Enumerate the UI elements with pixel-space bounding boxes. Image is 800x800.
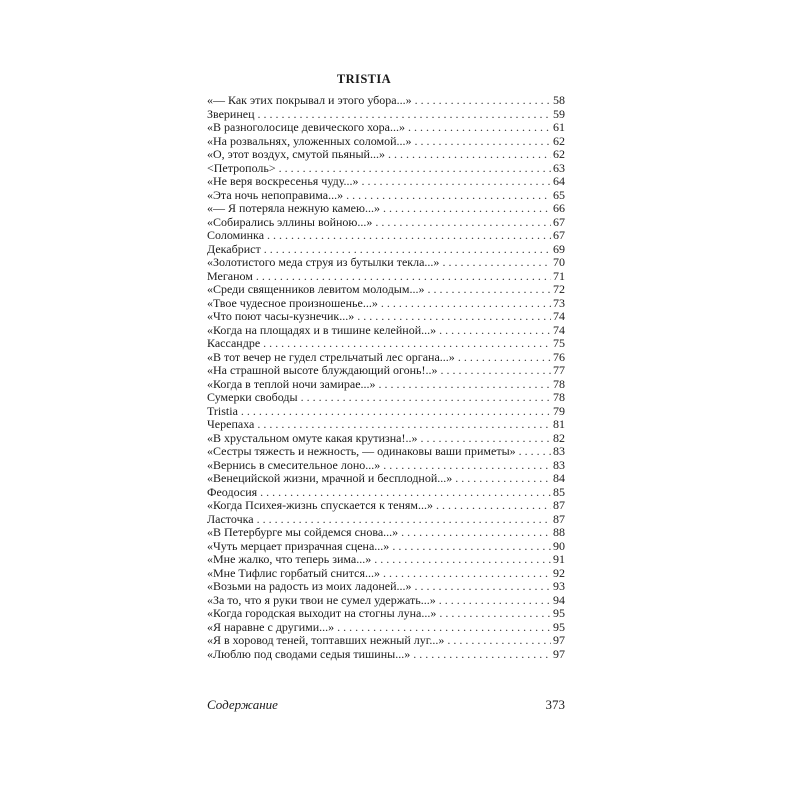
toc-entry xyxy=(207,108,565,122)
toc-entry-title: «Твое чудесное произношенье...» xyxy=(207,296,378,310)
dot-leader xyxy=(436,499,551,513)
toc-entry-page: 94 xyxy=(553,593,565,607)
dot-leader xyxy=(439,607,551,621)
toc-entry-title: «Среди священников левитом молодым...» xyxy=(207,283,425,296)
dot-leader xyxy=(362,175,552,189)
dot-leader xyxy=(441,364,551,378)
toc-entry-title: «Собирались эллины войною...» xyxy=(207,215,373,229)
dot-leader xyxy=(264,243,551,257)
toc-entry xyxy=(207,499,565,513)
dot-leader xyxy=(439,324,551,338)
dot-leader xyxy=(375,216,551,230)
dot-leader xyxy=(267,229,551,243)
toc-entry xyxy=(207,378,565,392)
toc-entry xyxy=(207,567,565,581)
toc-entry-title: «Что поют часы-кузнечик...» xyxy=(207,310,355,323)
dot-leader xyxy=(381,297,551,311)
toc-entry-page: 78 xyxy=(553,391,565,404)
toc-entry-page: 82 xyxy=(553,431,565,445)
toc-entry-title: Кассандре xyxy=(207,337,261,350)
dot-leader xyxy=(415,94,551,108)
toc-entry-title: «Когда на площадях и в тишине келейной...» xyxy=(207,323,437,337)
toc-entry-title: «Не веря воскресенья чуду...» xyxy=(207,175,359,188)
toc-entry-title: Сумерки свободы xyxy=(207,391,298,404)
toc-entry-page: 71 xyxy=(553,269,565,283)
dot-leader xyxy=(256,270,551,284)
toc-entry-title: «— Я потеряла нежную камею...» xyxy=(207,202,380,215)
toc-entry-page: 93 xyxy=(553,580,565,593)
toc-entry-page: 83 xyxy=(553,445,565,458)
toc-entry-title: Меганом xyxy=(207,269,253,283)
toc-entry-title: «Золотистого меда струя из бутылки текла...» xyxy=(207,256,440,269)
dot-leader xyxy=(257,513,551,527)
toc-entry-title: «Я в хоровод теней, топтавших нежный луг...» xyxy=(207,634,445,647)
toc-entry-title: «Эта ночь непоправима...» xyxy=(207,188,344,202)
toc-entry-title: «Вернись в смесительное лоно...» xyxy=(207,458,381,472)
dot-leader xyxy=(392,540,551,554)
toc-entry-title: «Когда в теплой ночи замирае...» xyxy=(207,377,376,391)
toc-entry-page: 70 xyxy=(553,256,565,269)
dot-leader xyxy=(401,526,551,540)
toc-entry-page: 85 xyxy=(553,485,565,499)
toc-entry-title: «Сестры тяжесть и нежность, — одинаковы ваши приметы» xyxy=(207,445,516,458)
toc-entry-page: 88 xyxy=(553,526,565,539)
toc-entry-title: Ласточка xyxy=(207,512,254,526)
dot-leader xyxy=(383,459,551,473)
toc-entry-page: 66 xyxy=(553,202,565,215)
toc-entry-page: 64 xyxy=(553,175,565,188)
toc-entry-page: 78 xyxy=(553,377,565,391)
toc-entry-page: 65 xyxy=(553,188,565,202)
toc-entry-page: 91 xyxy=(553,553,565,566)
toc-entry xyxy=(207,216,565,230)
toc-entry xyxy=(207,486,565,500)
toc-entry-title: Феодосия xyxy=(207,485,258,499)
dot-leader xyxy=(420,432,551,446)
toc-entry-title: «На розвальнях, уложенных соломой...» xyxy=(207,134,412,148)
toc-entry-page: 62 xyxy=(553,134,565,148)
toc-entry xyxy=(207,594,565,608)
toc-entry-page: 76 xyxy=(553,350,565,364)
toc-entry xyxy=(207,162,565,176)
dot-leader xyxy=(442,256,551,270)
dot-leader xyxy=(455,472,551,486)
toc-entry-page: 62 xyxy=(553,148,565,161)
toc-entry-title: Черепаха xyxy=(207,418,255,431)
dot-leader xyxy=(427,283,551,297)
toc-entry-title: «В разноголосице девического хора...» xyxy=(207,121,405,134)
dot-leader xyxy=(337,621,551,635)
toc-entry-title: «Когда Психея-жизнь спускается к теням...» xyxy=(207,499,434,512)
toc-entry xyxy=(207,607,565,621)
toc-entry-page: 67 xyxy=(553,215,565,229)
toc-entry xyxy=(207,580,565,594)
dot-leader xyxy=(374,553,551,567)
dot-leader xyxy=(279,162,551,176)
toc-entry-page: 92 xyxy=(553,566,565,580)
dot-leader xyxy=(439,594,551,608)
toc-entry xyxy=(207,283,565,297)
toc-entry-page: 79 xyxy=(553,404,565,418)
toc-entry-page: 97 xyxy=(553,634,565,647)
toc-entry xyxy=(207,459,565,473)
dot-leader xyxy=(258,108,551,122)
toc-entry-title: «В Петербурге мы сойдемся снова...» xyxy=(207,526,399,539)
toc-entry xyxy=(207,364,565,378)
toc-entry-page: 63 xyxy=(553,161,565,175)
toc-entry-title: Соломинка xyxy=(207,229,265,242)
toc-entry xyxy=(207,391,565,405)
toc-entry-page: 74 xyxy=(553,310,565,323)
toc-entry-title: «На страшной высоте блуждающий огонь!..» xyxy=(207,364,438,377)
toc-entry-page: 83 xyxy=(553,458,565,472)
toc-entry-page: 61 xyxy=(553,121,565,134)
toc-entry-title: Декабрист xyxy=(207,242,261,256)
dot-leader xyxy=(458,351,551,365)
dot-leader xyxy=(408,121,551,135)
dot-leader xyxy=(388,148,551,162)
toc-entry-title: «В хрустальном омуте какая крутизна!..» xyxy=(207,431,418,445)
toc-entry-page: 84 xyxy=(553,472,565,485)
dot-leader xyxy=(263,337,551,351)
section-title: TRISTIA xyxy=(336,72,392,86)
toc-entry xyxy=(207,270,565,284)
toc-entry-page: 72 xyxy=(553,283,565,296)
table-of-contents xyxy=(207,94,565,661)
dot-leader xyxy=(241,405,551,419)
toc-entry xyxy=(207,405,565,419)
toc-entry xyxy=(207,418,565,432)
toc-entry-title: «Я наравне с другими...» xyxy=(207,620,335,634)
toc-entry xyxy=(207,540,565,554)
toc-entry-page: 97 xyxy=(553,647,565,661)
toc-entry-title: «Когда городская выходит на стогны луна...» xyxy=(207,607,437,620)
dot-leader xyxy=(447,634,551,648)
dot-leader xyxy=(415,135,551,149)
toc-entry xyxy=(207,513,565,527)
toc-entry-page: 59 xyxy=(553,107,565,121)
toc-entry xyxy=(207,202,565,216)
toc-entry xyxy=(207,189,565,203)
toc-entry xyxy=(207,243,565,257)
toc-entry xyxy=(207,553,565,567)
toc-entry-page: 74 xyxy=(553,323,565,337)
toc-entry-title: Зверинец xyxy=(207,107,255,121)
toc-entry-page: 95 xyxy=(553,607,565,620)
dot-leader xyxy=(519,445,551,459)
toc-entry-page: 90 xyxy=(553,539,565,553)
toc-entry xyxy=(207,634,565,648)
toc-entry-page: 58 xyxy=(553,94,565,107)
toc-entry-title: «Чуть мерцает призрачная сцена...» xyxy=(207,539,390,553)
toc-entry xyxy=(207,229,565,243)
toc-entry-page: 75 xyxy=(553,337,565,350)
dot-leader xyxy=(301,391,551,405)
toc-entry-page: 81 xyxy=(553,418,565,431)
toc-entry xyxy=(207,621,565,635)
dot-leader xyxy=(413,648,551,662)
dot-leader xyxy=(383,202,551,216)
toc-entry-page: 87 xyxy=(553,499,565,512)
toc-entry-title: «За то, что я руки твои не сумел удержать...» xyxy=(207,593,436,607)
footer-page-number: 373 xyxy=(545,697,565,712)
toc-entry-page: 87 xyxy=(553,512,565,526)
toc-entry xyxy=(207,256,565,270)
footer-label: Содержание xyxy=(207,697,278,712)
toc-entry-title: Tristia xyxy=(207,404,238,418)
toc-entry xyxy=(207,121,565,135)
toc-entry-title: «О, этот воздух, смутой пьяный...» xyxy=(207,148,385,161)
toc-entry xyxy=(207,148,565,162)
toc-entry-title: «Возьми на радость из моих ладоней...» xyxy=(207,580,412,593)
dot-leader xyxy=(346,189,551,203)
toc-entry-page: 67 xyxy=(553,229,565,242)
dot-leader xyxy=(379,378,551,392)
toc-entry xyxy=(207,472,565,486)
dot-leader xyxy=(260,486,551,500)
toc-entry-title: <Петрополь> xyxy=(207,161,276,175)
toc-entry-title: «Венецийской жизни, мрачной и бесплодной...» xyxy=(207,472,453,485)
toc-entry xyxy=(207,297,565,311)
toc-entry xyxy=(207,135,565,149)
dot-leader xyxy=(257,418,551,432)
dot-leader xyxy=(415,580,551,594)
toc-entry xyxy=(207,324,565,338)
toc-entry xyxy=(207,432,565,446)
toc-entry xyxy=(207,94,565,108)
toc-entry xyxy=(207,351,565,365)
toc-entry xyxy=(207,648,565,662)
toc-entry-page: 77 xyxy=(553,364,565,377)
toc-entry-page: 95 xyxy=(553,620,565,634)
toc-entry xyxy=(207,310,565,324)
toc-entry xyxy=(207,337,565,351)
toc-entry xyxy=(207,526,565,540)
toc-entry xyxy=(207,445,565,459)
toc-entry-title: «— Как этих покрывал и этого убора...» xyxy=(207,94,412,107)
dot-leader xyxy=(383,567,551,581)
toc-entry-title: «Мне Тифлис горбатый снится...» xyxy=(207,566,380,580)
toc-entry-title: «В тот вечер не гудел стрельчатый лес органа...» xyxy=(207,350,455,364)
toc-entry-page: 69 xyxy=(553,242,565,256)
toc-entry-title: «Люблю под сводами седыя тишины...» xyxy=(207,647,411,661)
toc-entry xyxy=(207,175,565,189)
dot-leader xyxy=(357,310,551,324)
toc-entry-title: «Мне жалко, что теперь зима...» xyxy=(207,553,372,566)
toc-entry-page: 73 xyxy=(553,296,565,310)
